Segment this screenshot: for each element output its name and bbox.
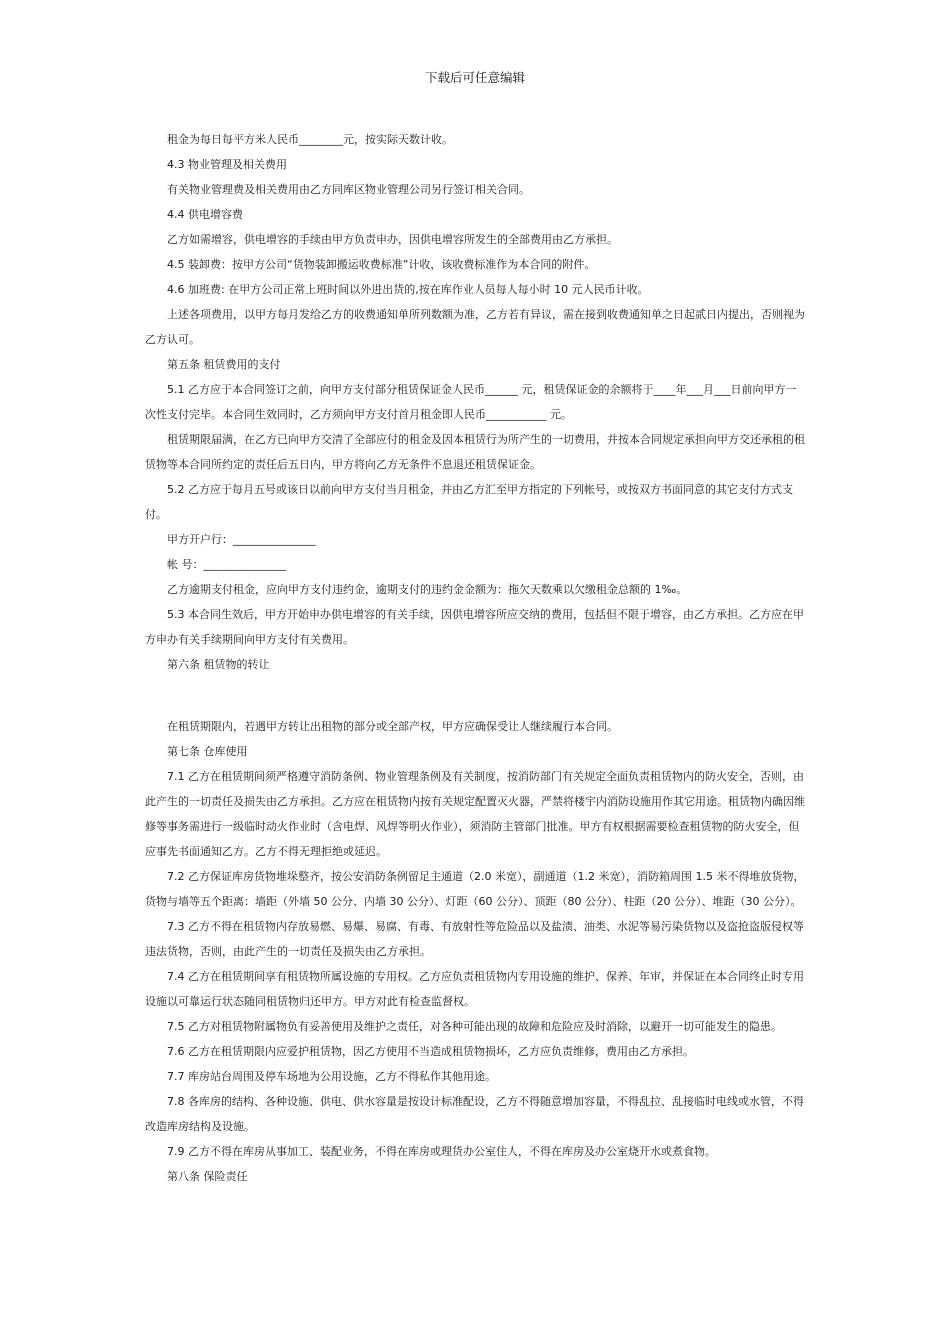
article-heading: 第五条 租赁费用的支付 (167, 358, 281, 371)
paragraph: 租金为每日每平方米人民币________元，按实际天数计收。 (167, 133, 453, 146)
paragraph: 有关物业管理费及相关费用由乙方同库区物业管理公司另行签订相关合同。 (167, 183, 530, 196)
paragraph: 7.2 乙方保证库房货物堆垛整齐，按公安消防条例留足主通道（2.0 米宽），副通道（1.2 米宽），消防箱周围 1.5 米不得堆放货物，货物与墙等五个距离：墙距（外墙 50 公分、内墙 30 公分）、灯距（60 公分）、顶距（80 公分）、柱距（20 公分）、堆距（30 公分）。 (145, 870, 805, 908)
paragraph: 4.5 装卸费：按甲方公司“货物装卸搬运收费标准”计收，该收费标准作为本合同的附件。 (167, 258, 596, 271)
page-header: 下载后可任意编辑 (424, 70, 525, 85)
document-body (145, 127, 807, 1189)
paragraph: 7.5 乙方对租赁物附属物负有妥善使用及维护之责任，对各种可能出现的故障和危险应及时消除，以避开一切可能发生的隐患。 (167, 1020, 782, 1033)
article-heading: 第七条 仓库使用 (167, 745, 248, 758)
paragraph: 5.3 本合同生效后，甲方开始申办供电增容的有关手续，因供电增容所应交纳的费用，包括但不限于增容，由乙方承担。乙方应在甲方申办有关手续期间向甲方支付有关费用。 (145, 608, 804, 646)
paragraph: 7.3 乙方不得在租赁物内存放易燃、易爆、易腐、有毒、有放射性等危险品以及盐渍、油类、水泥等易污染货物以及盗抢盗版侵权等违法货物，否则，由此产生的一切责任及损失由乙方承担。 (145, 920, 804, 958)
paragraph: 7.4 乙方在租赁期间享有租赁物所属设施的专用权。乙方应负责租赁物内专用设施的维护、保养、年审，并保证在本合同终止时专用设施以可靠运行状态随同租赁物归还甲方。甲方对此有检查监督权。 (145, 970, 804, 1008)
paragraph: 7.7 库房站台周围及停车场地为公用设施，乙方不得私作其他用途。 (167, 1070, 496, 1083)
paragraph: 5.1 乙方应于本合同签订之前，向甲方支付部分租赁保证金人民币______ 元，租赁保证金的余额将于____年___月___日前向甲方一次性支付完毕。本合同生效同时，乙方须向甲方支付首月租金即人民币___________ 元。 (145, 383, 797, 421)
article-heading: 第八条 保险责任 (167, 1170, 248, 1183)
blank-spacer (145, 677, 807, 714)
section-heading: 4.4 供电增容费 (167, 208, 243, 221)
paragraph: 7.8 各库房的结构、各种设施、供电、供水容量是按设计标准配设，乙方不得随意增加容量，不得乱拉、乱接临时电线或水管，不得改造库房结构及设施。 (145, 1095, 804, 1133)
paragraph: 7.6 乙方在租赁期限内应爱护租赁物，因乙方使用不当造成租赁物损坏，乙方应负责维修，费用由乙方承担。 (167, 1045, 694, 1058)
paragraph: 7.9 乙方不得在库房从事加工、装配业务，不得在库房或理货办公室住人，不得在库房及办公室烧开水或煮食物。 (167, 1145, 716, 1158)
article-heading: 第六条 租赁物的转让 (167, 658, 270, 671)
paragraph: 7.1 乙方在租赁期间须严格遵守消防条例、物业管理条例及有关制度，按消防部门有关规定全面负责租赁物内的防火安全，否则，由此产生的一切责任及损失由乙方承担。乙方应在租赁物内按有关规定配置灭火器，严禁将楼宇内消防设施用作其它用途。租赁物内确因维修等事务需进行一级临时动火作业时（含电焊、风焊等明火作业），须消防主管部门批准。甲方有权根据需要检查租赁物的防火安全，但应事先书面通知乙方。乙方不得无理拒绝或延迟。 (145, 770, 805, 858)
account-field: 帐 号：_______________ (167, 558, 286, 571)
section-heading: 4.3 物业管理及相关费用 (167, 158, 287, 171)
paragraph: 4.6 加班费: 在甲方公司正常上班时间以外进出货的,按在库作业人员每人每小时 10 元人民币计收。 (167, 283, 649, 296)
paragraph: 乙方如需增容，供电增容的手续由甲方负责申办，因供电增容所发生的全部费用由乙方承担。 (167, 233, 618, 246)
paragraph: 租赁期限届满，在乙方已向甲方交清了全部应付的租金及因本租赁行为所产生的一切费用，并按本合同规定承担向甲方交还承租的租赁物等本合同所约定的责任后五日内，甲方将向乙方无条件不息退还租赁保证金。 (145, 433, 805, 471)
paragraph: 5.2 乙方应于每月五号或该日以前向甲方支付当月租金，并由乙方汇至甲方指定的下列帐号，或按双方书面同意的其它支付方式支付。 (145, 483, 793, 521)
paragraph: 上述各项费用，以甲方每月发给乙方的收费通知单所列数额为准，乙方若有异议，需在接到收费通知单之日起贰日内提出，否则视为乙方认可。 (145, 308, 805, 346)
paragraph: 在租赁期限内，若遇甲方转让出租物的部分或全部产权，甲方应确保受让人继续履行本合同。 (167, 720, 618, 733)
paragraph: 乙方逾期支付租金，应向甲方支付违约金，逾期支付的违约金金额为：拖欠天数乘以欠缴租金总额的 1‰。 (167, 583, 688, 596)
bank-field: 甲方开户行：_______________ (167, 533, 316, 546)
